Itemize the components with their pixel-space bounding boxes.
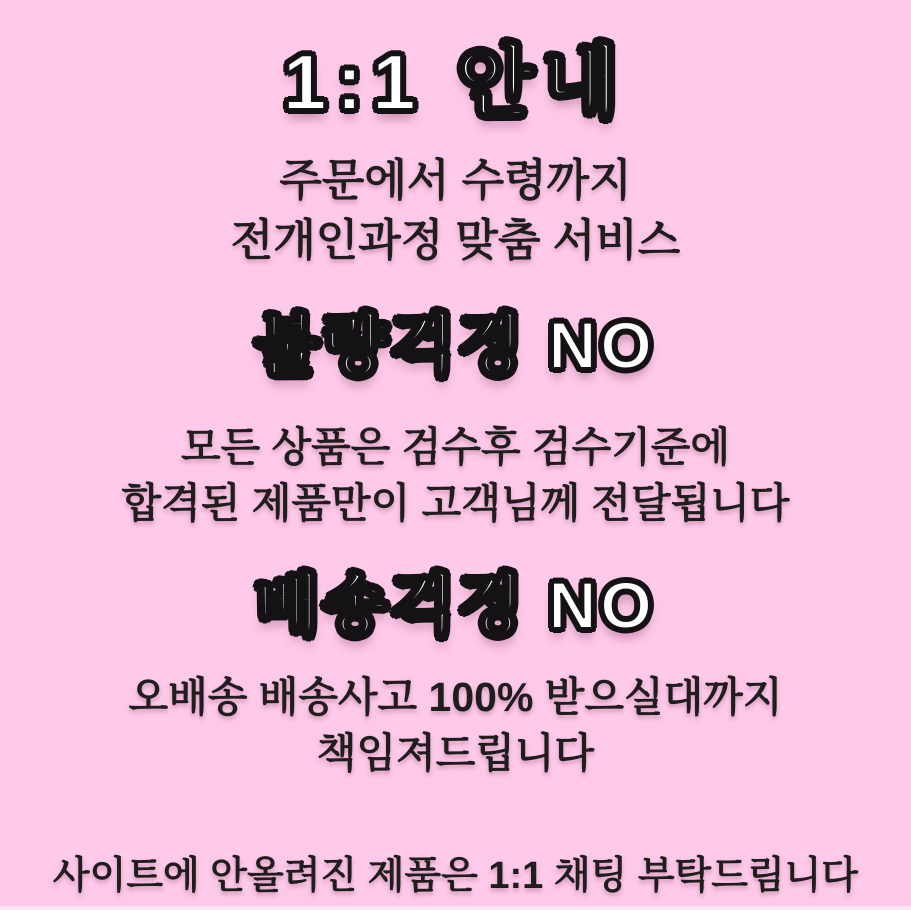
section-shipping-line-2: 책임져드립니다 <box>316 730 595 776</box>
intro-line-1: 주문에서 수령까지 <box>279 156 632 205</box>
intro-line-2: 전개인과정 맞춤 서비스 <box>230 216 681 265</box>
section-shipping-heading: 배송걱정 NO <box>255 568 656 642</box>
section-defect-heading: 불량걱정 NO <box>255 308 656 382</box>
bottom-strip <box>0 906 911 910</box>
footer-note: 사이트에 안올려진 제품은 1:1 채팅 부탁드림니다 <box>52 855 859 897</box>
section-defect-line-1: 모든 상품은 검수후 검수기준에 <box>180 424 731 470</box>
section-defect-line-2: 합격된 제품만이 고객님께 전달됩니다 <box>121 480 790 526</box>
section-shipping-line-1: 오배송 배송사고 100% 받으실대까지 <box>128 674 783 720</box>
page-title: 1:1 안내 <box>282 38 629 126</box>
